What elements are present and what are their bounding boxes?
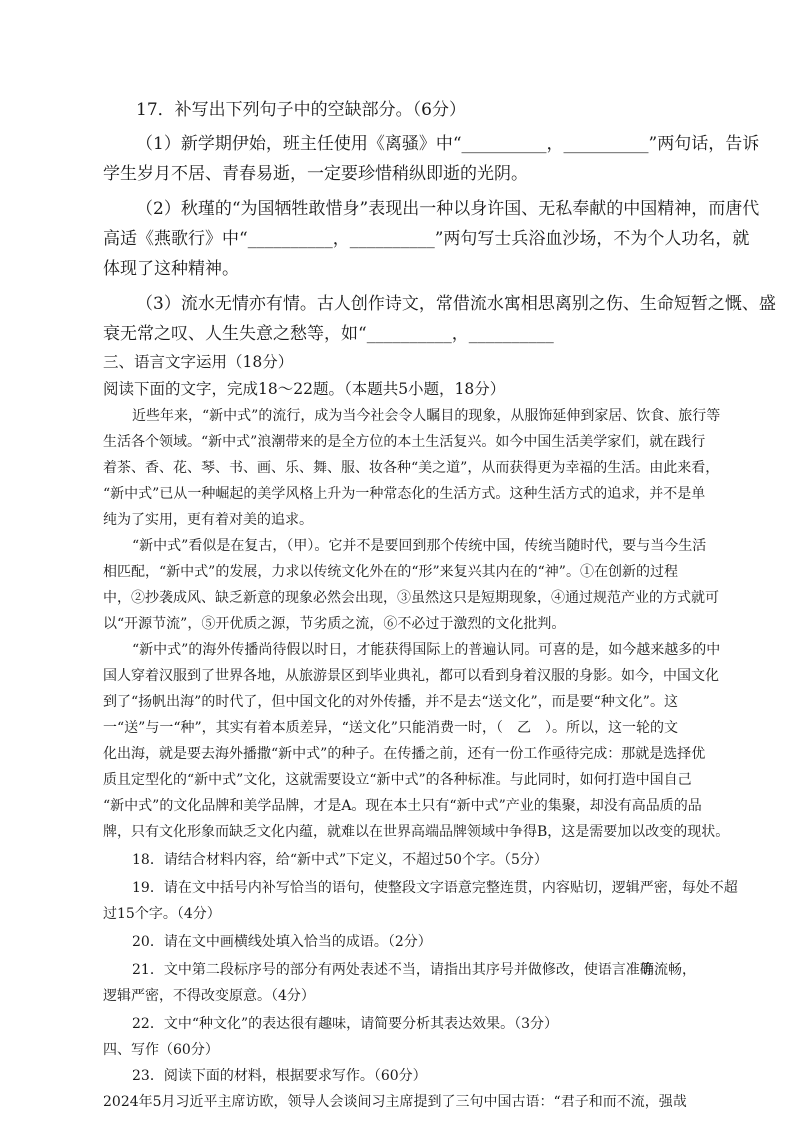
passage-p3-line4: 一“送”与一“种”，其实有着本质差异，“送文化”只能消费一时，（ 乙 ）。所以，这一轮的文 (103, 720, 678, 736)
question-19-line1: 19．请在文中括号内补写恰当的语句，使整段文字语意完整连贯，内容贴切，逻辑严密，每处不超 (132, 880, 738, 896)
q17-part3-line2: 衰无常之叹、人生失意之愁等，如“__________，__________ (103, 324, 554, 344)
question-21-line1b: 等流畅， (640, 962, 696, 978)
section3-intro: 阅读下面的文字，完成18～22题。（本题共5小题，18分） (103, 380, 506, 398)
question-19-line2: 过15个字。（4分） (103, 906, 221, 922)
passage-p3-line1: “新中式”的海外传播尚待假以时日，才能获得国际上的普遍认同。可喜的是，如今越来越多的中 (132, 642, 721, 658)
question-21-line2: 逻辑严密，不得改变原意。（4分） (103, 988, 315, 1004)
passage-p1-line1: 近些年来，“新中式”的流行，成为当今社会令人瞩目的现象，从服饰延伸到家居、饮食、旅行等 (132, 408, 721, 424)
passage-p1-line4: “新中式”已从一种崛起的美学风格上升为一种常态化的生活方式。这种生活方式的追求，并不是单 (103, 486, 706, 502)
q17-part2-line2: 高适《燕歌行》中“__________，__________”两句写士兵浴血沙场，不为个人功名，就 (103, 229, 750, 249)
passage-p1-line5: 纯为了实用，更有着对美的追求。 (103, 512, 313, 528)
section4-heading: 四、写作（60分） (103, 1042, 219, 1058)
passage-p2-line2: 相匹配，“新中式”的发展，力求以传统文化外在的“形”来复兴其内在的“神”。①在创新的过程 (103, 564, 678, 580)
passage-p1-line2: 生活各个领域。“新中式”浪潮带来的是全方位的本土生活复兴。如今中国生活美学家们，就在践行 (103, 434, 706, 450)
question-23: 23．阅读下面的材料，根据要求写作。（60分） (132, 1068, 427, 1084)
passage-p3-line5: 化出海，就是要去海外播撒“新中式”的种子。在传播之前，还有一份工作亟待完成：那就是选择优 (103, 746, 706, 762)
q17-part1-line1: （1）新学期伊始，班主任使用《离骚》中“__________，__________”两句话，告诉 (136, 134, 760, 154)
passage-p2-line3: 中，②抄袭成风、缺乏新意的现象必然会出现，③虽然这只是短期现象，④通过规范产业的方式就可 (103, 590, 719, 606)
passage-p1-line3: 着茶、香、花、琴、书、画、乐、舞、服、妆各种“美之道”，从而获得更为幸福的生活。由此来看， (103, 460, 720, 476)
question-21-line1a: 21．文中第二段标序号的部分有两处表述不当，请指出其序号并做修改，使语言准确 (132, 962, 654, 978)
q17-part1-line2: 学生岁月不居、青春易逝，一定要珍惜稍纵即逝的光阴。 (103, 164, 528, 184)
passage-p2-line1: “新中式”看似是在复古，（甲）。它并不是要回到那个传统中国，传统当随时代，要与当今生活 (132, 538, 707, 554)
q17-part2-line1: （2）秋瑾的“为国牺牲敢惜身”表现出一种以身许国、无私奉献的中国精神，而唐代 (136, 199, 760, 219)
passage-p3-line7: “新中式”的文化品牌和美学品牌，才是A。现在本土只有“新中式”产业的集聚，却没有高品质的品 (103, 798, 702, 814)
question-22: 22．文中“种文化”的表达很有趣味，请简要分析其表达效果。（3分） (132, 1016, 559, 1032)
question-23-material-line1: 2024年5月习近平主席访欧，领导人会谈间习主席提到了三句中国古语：“君子和而不流，强哉 (103, 1094, 687, 1110)
passage-p2-line4: 以“开源节流”，⑤开优质之源，节劣质之流，⑥不必过于激烈的文化批判。 (103, 616, 566, 632)
q17-part2-line3: 体现了这种精神。 (103, 259, 239, 279)
q17-title: 17．补写出下列句子中的空缺部分。（6分） (136, 100, 466, 120)
question-20: 20．请在文中画横线处填入恰当的成语。（2分） (132, 934, 432, 950)
passage-p3-line8: 牌，只有文化形象而缺乏文化内蕴，就难以在世界高端品牌领域中争得B，这是需要加以改变的现状。 (103, 824, 730, 840)
section3-heading: 三、语言文字运用（18分） (103, 353, 294, 371)
q17-part3-line1: （3）流水无情亦有情。古人创作诗文，常借流水寓相思离别之伤、生命短暂之慨、盛 (136, 294, 776, 314)
passage-p3-line2: 国人穿着汉服到了世界各地，从旅游景区到毕业典礼，都可以看到身着汉服的身影。如今，中国文化 (103, 668, 719, 684)
question-18: 18．请结合材料内容，给“新中式”下定义，不超过50个字。（5分） (132, 852, 548, 868)
passage-p3-line3: 到了“扬帆出海”的时代了，但中国文化的对外传播，并不是去“送文化”，而是要“种文化”。这 (103, 694, 678, 710)
passage-p3-line6: 质且定型化的“新中式”文化，这就需要设立“新中式”的各种标准。与此同时，如何打造中国自己 (103, 772, 692, 788)
